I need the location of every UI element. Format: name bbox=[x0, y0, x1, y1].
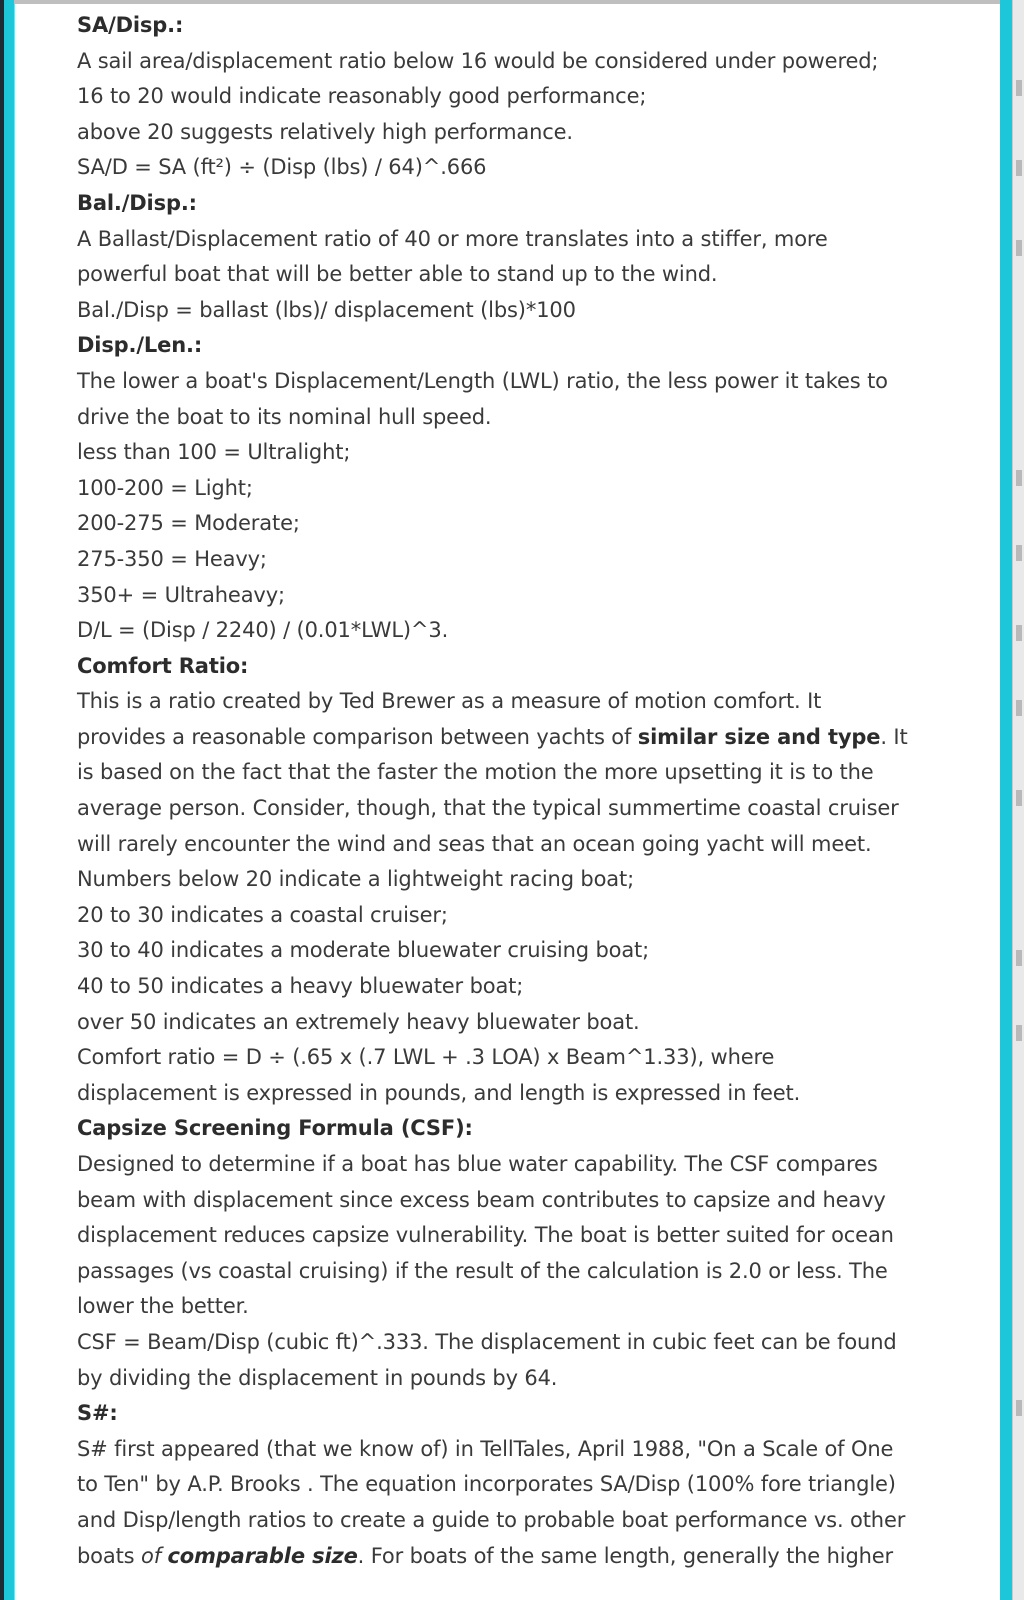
sa-disp-text-1: A sail area/displacement ratio below 16 would be considered under powered; bbox=[77, 48, 879, 73]
bal-disp-text-2: powerful boat that will be better able to stand up to the wind. bbox=[77, 262, 718, 287]
window-right-border bbox=[1000, 0, 1012, 1600]
s-number-heading: S#: bbox=[77, 1401, 118, 1426]
comfort-scale-item: 30 to 40 indicates a moderate bluewater cruising boat; bbox=[77, 938, 650, 963]
window-left-border bbox=[0, 0, 15, 1600]
s-number-text-4d: . For boats of the same length, generally the higher bbox=[357, 1543, 894, 1568]
sa-disp-text-2: 16 to 20 would indicate reasonably good performance; bbox=[77, 84, 647, 109]
comfort-formula-1: Comfort ratio = D ÷ (.65 x (.7 LWL + .3 LOA) x Beam^1.33), where bbox=[77, 1045, 775, 1070]
background-glyph bbox=[1016, 240, 1022, 256]
comfort-text-2c: . It bbox=[880, 724, 908, 749]
comfort-scale-item: 40 to 50 indicates a heavy bluewater boat; bbox=[77, 974, 524, 999]
sa-disp-text-3: above 20 suggests relatively high performance. bbox=[77, 119, 573, 144]
disp-len-scale-item: 275-350 = Heavy; bbox=[77, 546, 267, 571]
bal-disp-text-1: A Ballast/Displacement ratio of 40 or more translates into a stiffer, more bbox=[77, 226, 828, 251]
disp-len-heading: Disp./Len.: bbox=[77, 333, 203, 358]
sa-disp-heading: SA/Disp.: bbox=[77, 13, 184, 37]
background-glyph bbox=[1016, 545, 1022, 561]
background-window-edge bbox=[1012, 0, 1024, 1600]
csf-text-4: passages (vs coastal cruising) if the result of the calculation is 2.0 or less. The bbox=[77, 1258, 888, 1283]
disp-len-scale-item: 100-200 = Light; bbox=[77, 475, 253, 500]
background-glyph bbox=[1016, 80, 1022, 96]
s-number-text-3: and Disp/length ratios to create a guide to probable boat performance vs. other bbox=[77, 1507, 906, 1532]
disp-len-scale-item: less than 100 = Ultralight; bbox=[77, 440, 351, 465]
bal-disp-heading: Bal./Disp.: bbox=[77, 190, 197, 215]
background-glyph bbox=[1016, 1025, 1022, 1041]
tooltip-panel bbox=[15, 4, 1000, 1600]
disp-len-formula: D/L = (Disp / 2240) / (0.01*LWL)^3. bbox=[77, 618, 449, 643]
csf-text-3: displacement reduces capsize vulnerability. The boat is better suited for ocean bbox=[77, 1223, 894, 1248]
background-glyph bbox=[1016, 160, 1022, 176]
csf-formula-2: by dividing the displacement in pounds by 64. bbox=[77, 1365, 558, 1390]
background-glyph bbox=[1016, 700, 1022, 716]
sa-disp-formula: SA/D = SA (ft²) ÷ (Disp (lbs) / 64)^.666 bbox=[77, 155, 487, 180]
comfort-text-2 bbox=[77, 720, 937, 756]
background-glyph bbox=[1016, 790, 1022, 806]
ratio-definitions bbox=[77, 8, 937, 1574]
comfort-scale-item: 20 to 30 indicates a coastal cruiser; bbox=[77, 902, 448, 927]
background-glyph bbox=[1016, 950, 1022, 966]
bal-disp-formula: Bal./Disp = ballast (lbs)/ displacement (lbs)*100 bbox=[77, 297, 576, 322]
csf-text-5: lower the better. bbox=[77, 1294, 249, 1319]
csf-heading: Capsize Screening Formula (CSF): bbox=[77, 1116, 473, 1141]
comfort-ratio-heading: Comfort Ratio: bbox=[77, 653, 249, 678]
comfort-text-4: average person. Consider, though, that the typical summertime coastal cruiser bbox=[77, 796, 899, 821]
comfort-scale-item: over 50 indicates an extremely heavy bluewater boat. bbox=[77, 1009, 640, 1034]
comfort-formula-2: displacement is expressed in pounds, and length is expressed in feet. bbox=[77, 1080, 801, 1105]
disp-len-text-2: drive the boat to its nominal hull speed. bbox=[77, 404, 492, 429]
s-number-text-2: to Ten" by A.P. Brooks . The equation incorporates SA/Disp (100% fore triangle) bbox=[77, 1472, 896, 1497]
s-number-text-1: S# first appeared (that we know of) in TellTales, April 1988, "On a Scale of One bbox=[77, 1436, 894, 1461]
disp-len-scale-item: 200-275 = Moderate; bbox=[77, 511, 300, 536]
csf-text-2: beam with displacement since excess beam contributes to capsize and heavy bbox=[77, 1187, 886, 1212]
comfort-text-3: is based on the fact that the faster the motion the more upsetting it is to the bbox=[77, 760, 874, 785]
disp-len-text-1: The lower a boat's Displacement/Length (LWL) ratio, the less power it takes to bbox=[77, 368, 888, 393]
comfort-text-2a: provides a reasonable comparison between yachts of bbox=[77, 724, 638, 749]
background-glyph bbox=[1016, 470, 1022, 486]
csf-text-1: Designed to determine if a boat has blue water capability. The CSF compares bbox=[77, 1152, 878, 1176]
comfort-emphasis: similar size and type bbox=[637, 724, 881, 749]
background-glyph bbox=[1016, 625, 1022, 641]
s-number-text-4a: boats bbox=[77, 1543, 141, 1568]
s-number-emphasis: comparable size bbox=[167, 1543, 358, 1568]
s-number-text-4 bbox=[77, 1539, 937, 1575]
s-number-italic-of: of bbox=[141, 1543, 161, 1568]
csf-formula-1: CSF = Beam/Disp (cubic ft)^.333. The displacement in cubic feet can be found bbox=[77, 1329, 897, 1354]
comfort-text-5: will rarely encounter the wind and seas that an ocean going yacht will meet. bbox=[77, 831, 872, 856]
comfort-scale-item: Numbers below 20 indicate a lightweight racing boat; bbox=[77, 867, 635, 892]
disp-len-scale-item: 350+ = Ultraheavy; bbox=[77, 582, 285, 607]
background-glyph bbox=[1016, 1400, 1022, 1416]
comfort-text-1: This is a ratio created by Ted Brewer as a measure of motion comfort. It bbox=[77, 689, 822, 714]
